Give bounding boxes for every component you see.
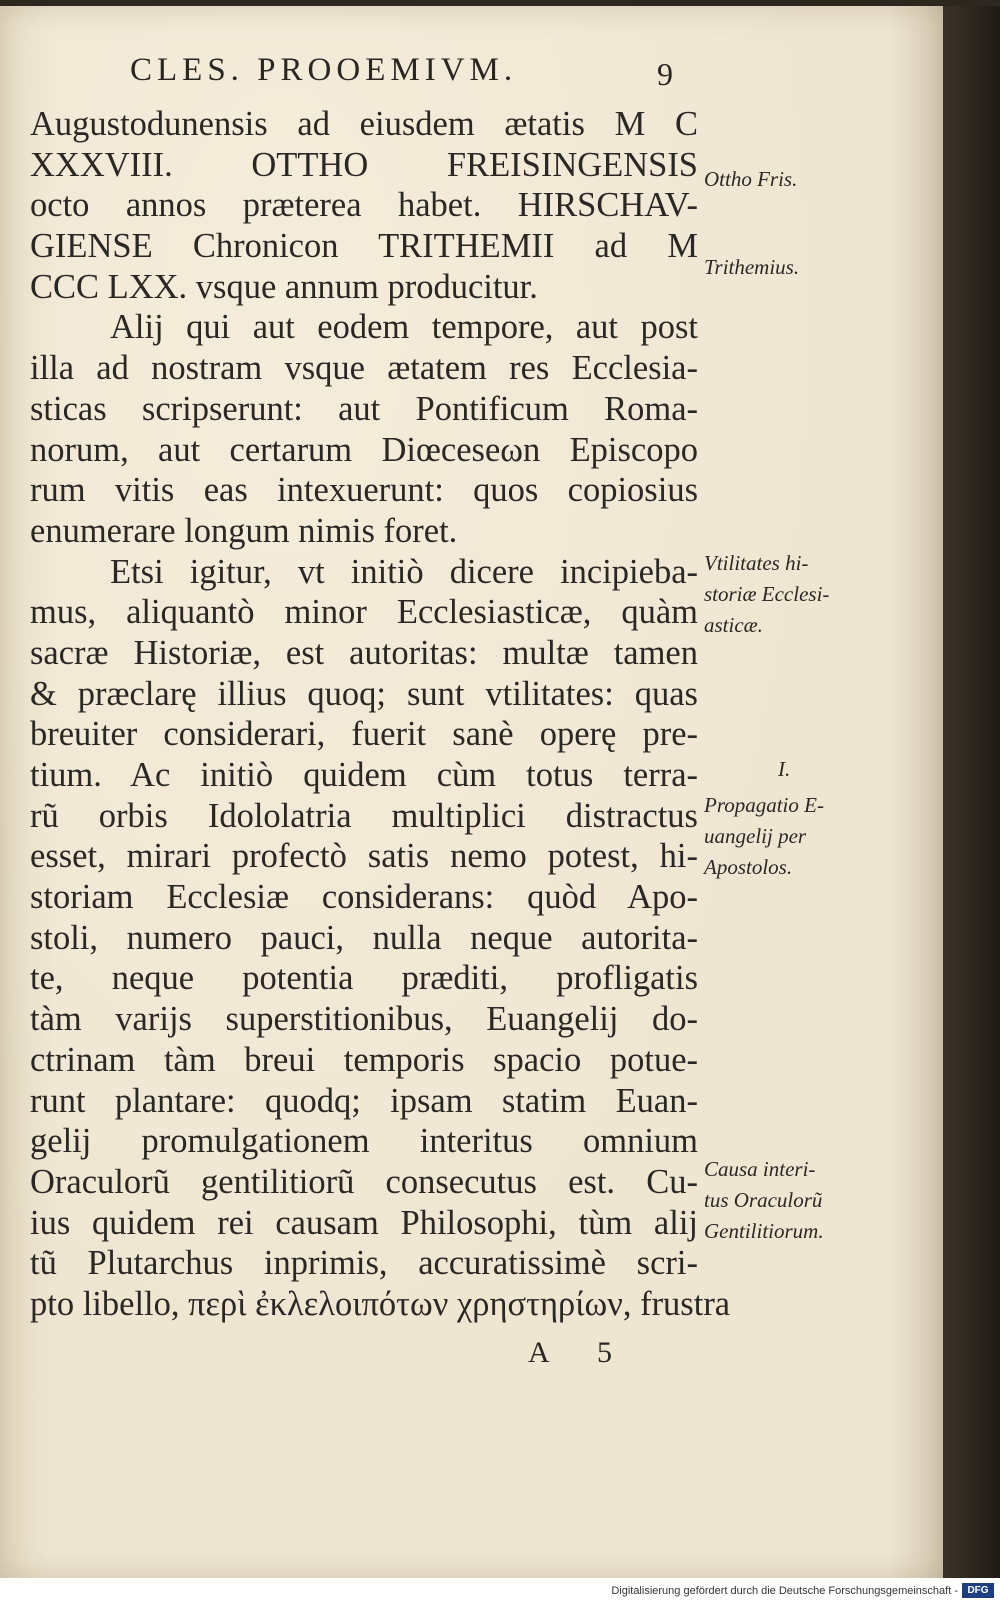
margin-note-line: Vtilitates hi- <box>704 551 809 575</box>
text-line: sticas scripserunt: aut Pontificum Roma- <box>30 389 698 428</box>
footer-credit: Digitalisierung gefördert durch die Deutsche Forschungsgemeinschaft - <box>611 1585 958 1597</box>
margin-note-line: I. <box>778 757 791 781</box>
text-line: runt plantare: quodq; ipsam statim Euan- <box>30 1081 698 1120</box>
text-line: mus, aliquantò minor Ecclesiasticæ, quàm <box>30 593 698 632</box>
text-line: sacræ Historiæ, est autoritas: multæ tamen <box>30 633 698 672</box>
text-line: GIENSE Chronicon TRITHEMII ad M <box>30 227 698 266</box>
book-page <box>0 6 943 1578</box>
text-line: & præclarę illius quoq; sunt vtilitates: quas <box>30 674 698 713</box>
margin-note-line: Trithemius. <box>704 255 800 279</box>
text-line: Oraculorũ gentilitiorũ consecutus est. Cu- <box>30 1162 698 1201</box>
margin-note-line: Apostolos. <box>704 855 793 879</box>
text-line: rum vitis eas intexuerunt: quos copiosius <box>30 471 698 510</box>
text-line: norum, aut certarum Diœceseωn Episcopo <box>30 430 698 469</box>
text-line: Alij qui aut eodem tempore, aut post <box>110 308 698 347</box>
text-line: octo annos præterea habet. HIRSCHAV- <box>30 186 698 225</box>
text-line: gelij promulgationem interitus omnium <box>30 1122 698 1161</box>
margin-note-numeral <box>778 754 953 785</box>
text-line: storiam Ecclesiæ considerans: quòd Apo- <box>30 878 698 917</box>
margin-note-line: asticæ. <box>704 613 763 637</box>
text-line: stoli, numero pauci, nulla neque autorita- <box>30 918 698 957</box>
text-line: CCC LXX. vsque annum producitur. <box>30 267 538 306</box>
text-line: te, neque potentia præditi, profligatis <box>30 959 698 998</box>
text-line: esset, mirari profectò satis nemo potest, hi- <box>30 837 698 876</box>
margin-note-line: Causa interi- <box>704 1157 816 1181</box>
signature-number: 5 <box>597 1336 612 1369</box>
margin-note-propagatio <box>704 790 879 883</box>
text-line: tũ Plutarchus inprimis, accuratissimè scri- <box>30 1244 698 1283</box>
main-text-block <box>30 104 731 1325</box>
text-line: enumerare longum nimis foret. <box>30 511 458 550</box>
margin-note-trithemius <box>704 252 879 283</box>
text-line: Augustodunensis ad eiusdem ætatis M C <box>30 105 698 143</box>
margin-note-line: storiæ Ecclesi- <box>704 582 830 606</box>
margin-note-line: tus Oraculorũ <box>704 1188 823 1212</box>
text-line: illa ad nostram vsque ætatem res Ecclesia- <box>30 349 698 388</box>
text-line: tium. Ac initiò quidem cùm totus terra- <box>30 756 698 794</box>
text-line: tàm varijs superstitionibus, Euangelij do- <box>30 1000 698 1039</box>
running-title: CLES. PROOEMIVM. <box>130 52 518 88</box>
margin-note-line: Ottho Fris. <box>704 167 798 191</box>
text-line: ctrinam tàm breui temporis spacio potue- <box>30 1040 698 1079</box>
page-number: 9 <box>657 56 673 92</box>
margin-note-ottho <box>704 164 879 195</box>
dfg-logo-icon: DFG <box>962 1583 994 1598</box>
margin-note-line: Propagatio E- <box>704 793 824 817</box>
margin-note-vtilitates <box>704 548 879 641</box>
margin-note-line: uangelij per <box>704 824 807 848</box>
margin-note-line: Gentilitiorum. <box>704 1219 824 1243</box>
signature-mark: A <box>528 1336 550 1369</box>
margin-note-causa <box>704 1154 879 1247</box>
text-line: rũ orbis Idololatria multiplici distractus <box>30 796 698 835</box>
text-line: pto libello, περὶ ἐκλελοιπότων χρηστηρίων, frustra <box>30 1284 731 1323</box>
text-line: XXXVIII. OTTHO FREISINGENSIS <box>30 145 698 184</box>
page-edge-shadow <box>943 6 1000 1578</box>
text-line: ius quidem rei causam Philosophi, tùm alij <box>30 1203 698 1242</box>
digitization-footer <box>0 1578 1000 1605</box>
text-line: breuiter considerari, fuerit sanè operę pre- <box>30 715 698 754</box>
text-line: Etsi igitur, vt initiò dicere incipieba- <box>110 552 698 591</box>
